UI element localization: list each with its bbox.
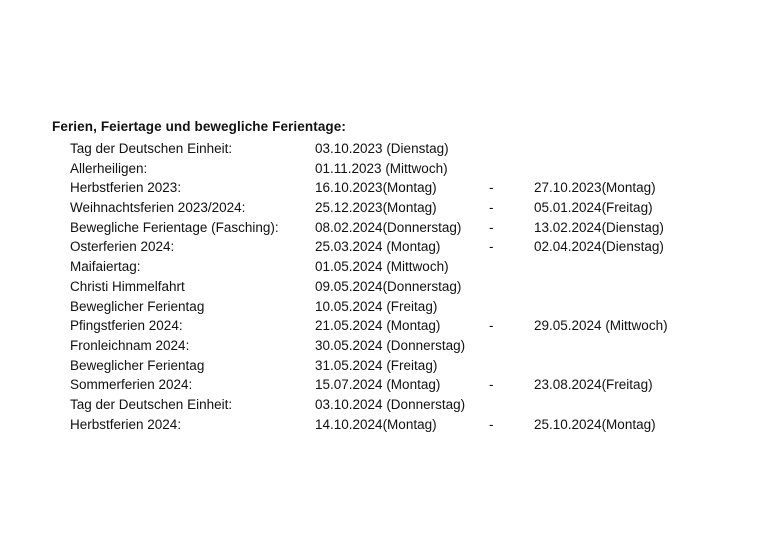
holiday-row (0, 257, 768, 277)
holiday-row (0, 375, 768, 395)
holiday-label: Pfingstferien 2024: (70, 318, 183, 334)
holiday-label: Tag der Deutschen Einheit: (70, 141, 233, 156)
range-dash: - (489, 239, 494, 255)
section-heading: Ferien, Feiertage und bewegliche Ferientage: (52, 119, 346, 134)
holiday-start-date: 25.12.2023(Montag) (315, 200, 437, 216)
holiday-row (0, 178, 768, 198)
holiday-end-date: 23.08.2024(Freitag) (534, 377, 653, 393)
holiday-start-date: 03.10.2023 (Dienstag) (315, 141, 449, 156)
holiday-end-date: 27.10.2023(Montag) (534, 180, 656, 196)
holiday-row (0, 159, 768, 179)
range-dash: - (489, 377, 494, 393)
holiday-start-date: 10.05.2024 (Freitag) (315, 298, 438, 314)
holiday-row (0, 277, 768, 297)
holiday-label: Herbstferien 2023: (70, 180, 182, 196)
holiday-row (0, 139, 768, 159)
holiday-label: Weihnachtsferien 2023/2024: (70, 200, 246, 216)
holiday-start-date: 15.07.2024 (Montag) (315, 377, 441, 393)
holiday-label: Bewegliche Ferientage (Fasching): (70, 219, 279, 235)
holiday-row (0, 297, 768, 317)
holiday-end-date: 02.04.2024(Dienstag) (534, 239, 664, 255)
holiday-label: Fronleichnam 2024: (70, 337, 190, 353)
holiday-row (0, 198, 768, 218)
holiday-label: Maifaiertag: (70, 259, 141, 275)
holiday-row (0, 336, 768, 356)
holiday-start-date: 16.10.2023(Montag) (315, 180, 437, 196)
holiday-start-date: 09.05.2024(Donnerstag) (315, 278, 462, 294)
holiday-start-date: 01.11.2023 (Mittwoch) (315, 160, 448, 176)
holiday-label: Sommerferien 2024: (70, 377, 193, 393)
holiday-row (0, 415, 768, 435)
holiday-end-date: 29.05.2024 (Mittwoch) (534, 318, 668, 334)
range-dash: - (489, 180, 494, 196)
holiday-label: Beweglicher Ferientag (70, 298, 205, 314)
holiday-start-date: 31.05.2024 (Freitag) (315, 357, 438, 373)
holiday-end-date: 25.10.2024(Montag) (534, 416, 656, 432)
holiday-start-date: 21.05.2024 (Montag) (315, 318, 441, 334)
holiday-label: Herbstferien 2024: (70, 416, 182, 432)
holiday-row (0, 218, 768, 238)
holiday-start-date: 08.02.2024(Donnerstag) (315, 219, 462, 235)
holiday-row (0, 395, 768, 415)
holiday-row (0, 237, 768, 257)
range-dash: - (489, 318, 494, 334)
range-dash: - (489, 200, 494, 216)
holiday-label: Beweglicher Ferientag (70, 357, 205, 373)
holiday-start-date: 14.10.2024(Montag) (315, 416, 437, 432)
holiday-start-date: 25.03.2024 (Montag) (315, 239, 441, 255)
holiday-start-date: 03.10.2024 (Donnerstag) (315, 396, 466, 412)
holiday-start-date: 01.05.2024 (Mittwoch) (315, 259, 449, 275)
holiday-list (0, 139, 768, 434)
holiday-label: Christi Himmelfahrt (70, 278, 185, 294)
holiday-row (0, 316, 768, 336)
holiday-label: Allerheiligen: (70, 160, 148, 176)
holiday-row (0, 356, 768, 376)
range-dash: - (489, 219, 494, 235)
holiday-end-date: 05.01.2024(Freitag) (534, 200, 653, 216)
holiday-label: Tag der Deutschen Einheit: (70, 396, 233, 412)
holiday-start-date: 30.05.2024 (Donnerstag) (315, 337, 466, 353)
range-dash: - (489, 416, 494, 432)
holiday-label: Osterferien 2024: (70, 239, 175, 255)
holiday-end-date: 13.02.2024(Dienstag) (534, 219, 664, 235)
